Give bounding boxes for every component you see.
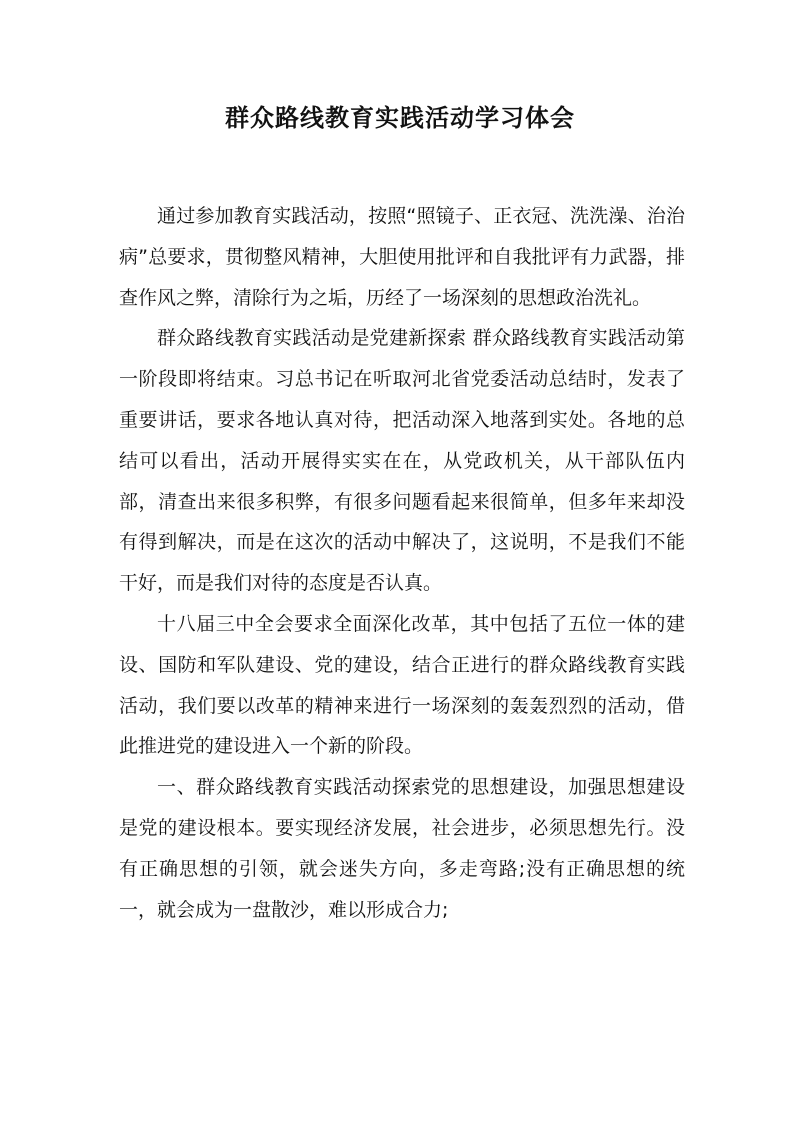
document-title: 群众路线教育实践活动学习体会 [225,104,575,132]
paragraph-1: 通过参加教育实践活动，按照“照镜子、正衣冠、洗洗澡、治治病”总要求，贯彻整风精神，大胆使用批评和自我批评有力武器，排查作风之弊，清除行为之垢，历经了一场深刻的思想政治洗礼。 [119,205,685,309]
document-body [119,196,685,930]
paragraph-2: 群众路线教育实践活动是党建新探索 群众路线教育实践活动第一阶段即将结束。习总书记在听取河北省党委活动总结时，发表了重要讲话，要求各地认真对待，把活动深入地落到实处。各地的总结可以看出，活动开展得实实在在，从党政机关，从干部队伍内部，清查出来很多积弊，有很多问题看起来很简单，但多年来却没有得到解决，而是在这次的活动中解决了，这说明，不是我们不能干好，而是我们对待的态度是否认真。 [119,327,685,595]
paragraph-3: 十八届三中全会要求全面深化改革，其中包括了五位一体的建设、国防和军队建设、党的建设，结合正进行的群众路线教育实践活动，我们要以改革的精神来进行一场深刻的轰轰烈烈的活动，借此推进党的建设进入一个新的阶段。 [119,612,685,758]
paragraph-4: 一、群众路线教育实践活动探索党的思想建设，加强思想建设是党的建设根本。要实现经济发展，社会进步，必须思想先行。没有正确思想的引领，就会迷失方向，多走弯路;没有正确思想的统一，就会成为一盘散沙，难以形成合力; [119,776,685,921]
